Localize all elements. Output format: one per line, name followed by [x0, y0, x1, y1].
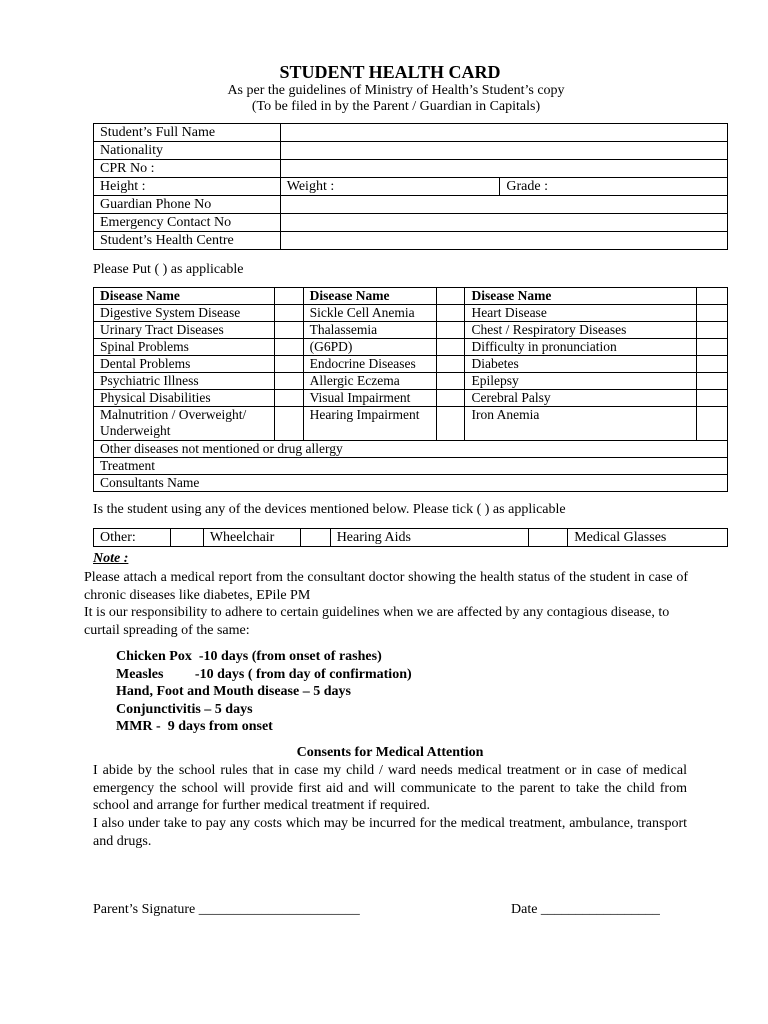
- tick-cell[interactable]: [436, 322, 465, 339]
- treatment-field[interactable]: Treatment: [94, 458, 728, 475]
- tick-cell[interactable]: [274, 356, 303, 373]
- consent-heading: Consents for Medical Attention: [296, 745, 484, 760]
- tick-cell[interactable]: [274, 288, 303, 305]
- nationality-label: Nationality: [94, 142, 281, 160]
- disease-item: Endocrine Diseases: [303, 356, 436, 373]
- tick-cell[interactable]: [274, 322, 303, 339]
- note-paragraph-2: It is our responsibility to adhere to certain guidelines when we are affected by any contagious disease, to curtail spreading of the same:: [84, 605, 670, 638]
- device-wheelchair-label: Wheelchair: [203, 529, 300, 547]
- tick-cell[interactable]: [697, 288, 728, 305]
- cpr-label: CPR No :: [94, 160, 281, 178]
- apply-instruction: Please Put ( ) as applicable: [93, 262, 244, 277]
- student-info-table: [93, 123, 728, 250]
- tick-cell[interactable]: [697, 390, 728, 407]
- tick-cell[interactable]: [697, 373, 728, 390]
- disease-header: Disease Name: [303, 288, 436, 305]
- tick-cell[interactable]: [436, 305, 465, 322]
- note-paragraph-1: Please attach a medical report from the consultant doctor showing the health status of the student in case of chronic diseases like diabetes, EPile PM: [84, 570, 688, 603]
- tick-cell[interactable]: [170, 529, 203, 547]
- emergency-contact-label: Emergency Contact No: [94, 214, 281, 232]
- document-subtitle: As per the guidelines of Ministry of Health’s Student’s copy: [227, 83, 565, 98]
- disease-item: (G6PD): [303, 339, 436, 356]
- weight-field[interactable]: Weight :: [280, 178, 500, 196]
- guardian-phone-label: Guardian Phone No: [94, 196, 281, 214]
- contagious-item: MMR - 9 days from onset: [116, 719, 273, 734]
- disease-item: Sickle Cell Anemia: [303, 305, 436, 322]
- tick-cell[interactable]: [436, 339, 465, 356]
- tick-cell[interactable]: [274, 390, 303, 407]
- disease-item: Diabetes: [465, 356, 697, 373]
- document-instruction: (To be filed in by the Parent / Guardian in Capitals): [251, 99, 541, 114]
- tick-cell[interactable]: [274, 305, 303, 322]
- tick-cell[interactable]: [529, 529, 568, 547]
- note-heading: Note :: [93, 551, 129, 566]
- consultants-field[interactable]: Consultants Name: [94, 475, 728, 492]
- disease-item: Hearing Impairment: [303, 407, 436, 441]
- disease-item: Allergic Eczema: [303, 373, 436, 390]
- full-name-field[interactable]: [280, 124, 727, 142]
- tick-cell[interactable]: [697, 356, 728, 373]
- parent-signature-line[interactable]: Parent’s Signature _______________________: [93, 902, 360, 917]
- date-line[interactable]: Date _________________: [511, 902, 660, 917]
- disease-item: Physical Disabilities: [94, 390, 275, 407]
- emergency-contact-field[interactable]: [280, 214, 727, 232]
- device-hearing-aids-label: Hearing Aids: [330, 529, 529, 547]
- disease-table: [93, 287, 728, 492]
- disease-item: Malnutrition / Overweight/ Underweight: [94, 407, 275, 441]
- tick-cell[interactable]: [300, 529, 330, 547]
- tick-cell[interactable]: [436, 390, 465, 407]
- disease-item: Heart Disease: [465, 305, 697, 322]
- disease-header: Disease Name: [465, 288, 697, 305]
- tick-cell[interactable]: [274, 373, 303, 390]
- full-name-label: Student’s Full Name: [94, 124, 281, 142]
- contagious-item: Measles -10 days ( from day of confirmation): [116, 666, 412, 682]
- other-diseases-field[interactable]: Other diseases not mentioned or drug allergy: [94, 441, 728, 458]
- disease-item: Urinary Tract Diseases: [94, 322, 275, 339]
- health-centre-field[interactable]: [280, 232, 727, 250]
- tick-cell[interactable]: [697, 305, 728, 322]
- disease-item: Visual Impairment: [303, 390, 436, 407]
- tick-cell[interactable]: [697, 322, 728, 339]
- disease-item: Psychiatric Illness: [94, 373, 275, 390]
- disease-item: Thalassemia: [303, 322, 436, 339]
- height-field[interactable]: Height :: [94, 178, 281, 196]
- disease-item: Iron Anemia: [465, 407, 697, 441]
- tick-cell[interactable]: [274, 407, 303, 441]
- contagious-list: [116, 648, 412, 736]
- consent-paragraph-1: I abide by the school rules that in case my child / ward needs medical treatment or in case of medical emergency the school will provide first aid and will communicate to the parent to take the child from school and arrange for further medical treatment if required.: [93, 763, 687, 813]
- disease-header: Disease Name: [94, 288, 275, 305]
- disease-item: Spinal Problems: [94, 339, 275, 356]
- consent-paragraph-2: I also under take to pay any costs which may be incurred for the medical treatment, ambulance, transport and drugs.: [93, 816, 687, 849]
- contagious-item: Hand, Foot and Mouth disease – 5 days: [116, 684, 351, 699]
- disease-item: Chest / Respiratory Diseases: [465, 322, 697, 339]
- devices-question: Is the student using any of the devices mentioned below. Please tick ( ) as applicable: [93, 502, 566, 517]
- device-other-label: Other:: [94, 529, 171, 547]
- disease-item: Epilepsy: [465, 373, 697, 390]
- tick-cell[interactable]: [274, 339, 303, 356]
- cpr-field[interactable]: [280, 160, 727, 178]
- tick-cell[interactable]: [436, 288, 465, 305]
- tick-cell[interactable]: [697, 407, 728, 441]
- tick-cell[interactable]: [436, 407, 465, 441]
- document-title: STUDENT HEALTH CARD: [279, 62, 501, 82]
- guardian-phone-field[interactable]: [280, 196, 727, 214]
- contagious-item: Conjunctivitis – 5 days: [116, 701, 253, 717]
- disease-item: Difficulty in pronunciation: [465, 339, 697, 356]
- grade-field[interactable]: Grade :: [500, 178, 728, 196]
- health-centre-label: Student’s Health Centre: [94, 232, 281, 250]
- tick-cell[interactable]: [436, 356, 465, 373]
- disease-item: Cerebral Palsy: [465, 390, 697, 407]
- device-glasses-label: Medical Glasses: [568, 529, 728, 547]
- disease-item: Dental Problems: [94, 356, 275, 373]
- disease-item: Digestive System Disease: [94, 305, 275, 322]
- contagious-item: Chicken Pox -10 days (from onset of rashes): [116, 649, 382, 664]
- devices-table: [93, 528, 728, 547]
- tick-cell[interactable]: [436, 373, 465, 390]
- nationality-field[interactable]: [280, 142, 727, 160]
- tick-cell[interactable]: [697, 339, 728, 356]
